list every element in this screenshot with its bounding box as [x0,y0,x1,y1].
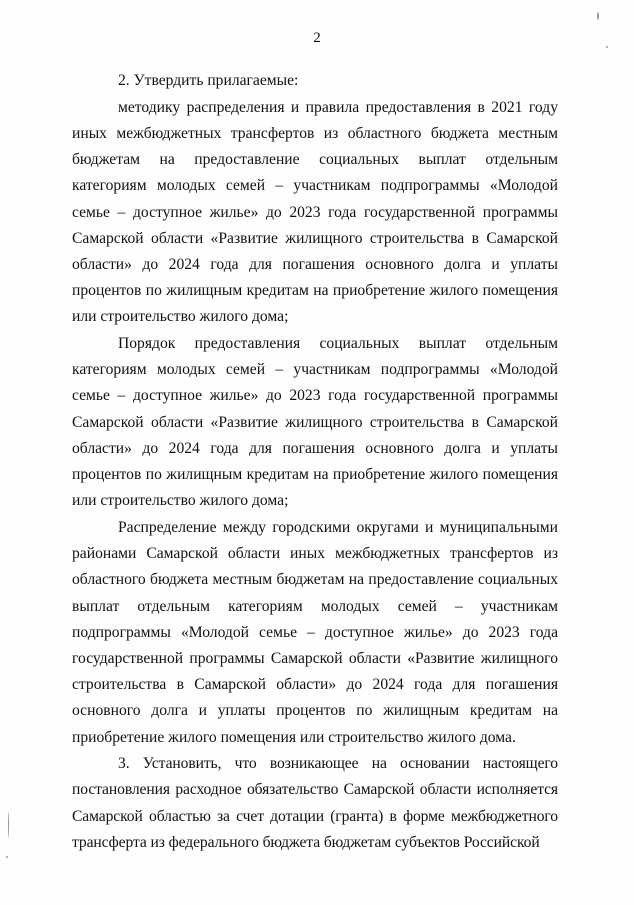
paragraph-procedure: Порядок предоставления социальных выплат отдельным категориям молодых семей – участникам подпрограммы «Молодой семье – доступное жилье» до 2023 года государственной программы Самарской области «Развитие жилищного строительства в Самарской области» до 2024 года для погашения основного долга и уплаты процентов по жилищным кредитам на приобретение жилого помещения или строительство жилого дома; [72,335,558,510]
document-body [72,68,558,856]
scan-speck [8,812,9,838]
paragraph-obligation: 3. Установить, что возникающее на основании настоящего постановления расходное обязательство Самарской области исполняется Самарской областью за счет дотации (гранта) в форме межбюджетного трансферта из федерального бюджета бюджетам субъектов Российской [72,755,558,851]
paragraph-approve-heading: 2. Утвердить прилагаемые: [118,72,299,89]
scan-speck [597,12,599,20]
page-number: 2 [313,30,321,46]
scan-speck [606,46,608,48]
scan-speck [6,856,8,858]
paragraph-methodology: методику распределения и правила предоставления в 2021 году иных межбюджетных трансфертов из областного бюджета местным бюджетам на предоставление социальных выплат отдельным категориям молодых семей – участникам подпрограммы «Молодой семье – доступное жилье» до 2023 года государственной программы Самарской области «Развитие жилищного строительства в Самарской области» до 2024 года для погашения основного долга и уплаты процентов по жилищным кредитам на приобретение жилого помещения или строительство жилого дома; [72,98,558,326]
paragraph-distribution: Распределение между городскими округами и муниципальными районами Самарской области иных межбюджетных трансфертов из областного бюджета местным бюджетам на предоставление социальных выплат отдельным категориям молодых семей – участникам подпрограммы «Молодой семье – доступное жилье» до 2023 года государственной программы Самарской области «Развитие жилищного строительства в Самарской области» до 2024 года для погашения основного долга и уплаты процентов по жилищным кредитам на приобретение жилого помещения или строительство жилого дома. [72,518,558,746]
